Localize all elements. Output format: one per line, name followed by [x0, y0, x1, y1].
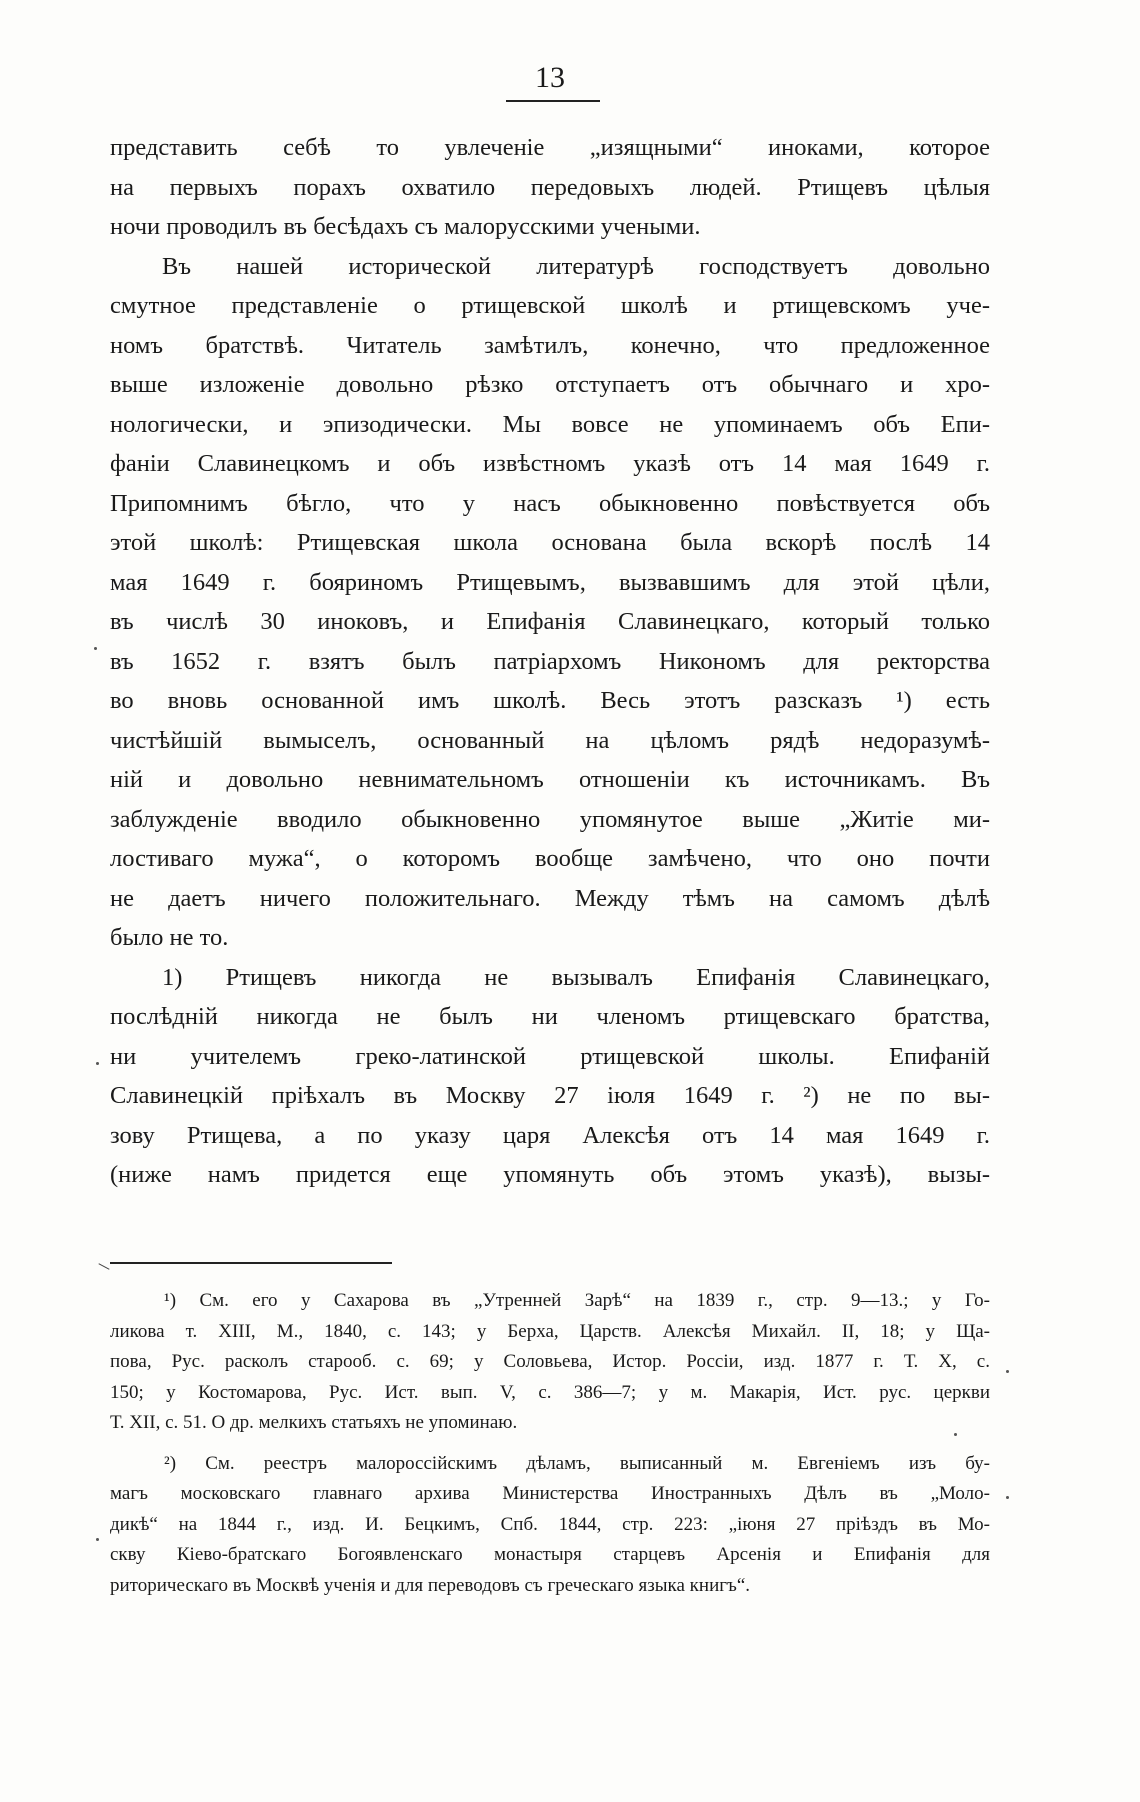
footnote-line: ликова т. XIII, М., 1840, с. 143; у Берха, Царств. Алексѣя Михайл. II, 18; у Ща-: [110, 1320, 990, 1342]
text-line: лостиваго мужа“, о которомъ вообще замѣчено, что оно почти: [110, 845, 990, 872]
margin-speck: [1006, 1370, 1009, 1373]
page-number-underline: [506, 100, 600, 102]
text-line: зову Ртищева, а по указу царя Алексѣя отъ 14 мая 1649 г.: [110, 1121, 990, 1149]
text-line: нологически, и эпизодически. Мы вовсе не упоминаемъ объ Епи-: [110, 410, 990, 438]
text-line: выше изложеніе довольно рѣзко отступаетъ отъ обычнаго и хро-: [110, 371, 990, 398]
text-line: смутное представленіе о ртищевской школѣ и ртищевскомъ уче-: [110, 292, 990, 319]
margin-speck: [96, 1062, 99, 1065]
footnote-line: ²) См. реестръ малороссійскимъ дѣламъ, выписанный м. Евгеніемъ изъ бу-: [164, 1452, 990, 1474]
body-text: [110, 128, 990, 1195]
text-line: въ 1652 г. взятъ былъ патріархомъ Никономъ для ректорства: [110, 647, 990, 675]
text-line: 1) Ртищевъ никогда не вызывалъ Епифанія Славинецкаго,: [162, 963, 990, 991]
text-line: номъ братствѣ. Читатель замѣтилъ, конечно, что предложенное: [110, 331, 990, 359]
text-line: на первыхъ порахъ охватило передовыхъ людей. Ртищевъ цѣлыя: [110, 173, 990, 201]
text-line: Припомнимъ бѣгло, что у насъ обыкновенно повѣствуется объ: [110, 489, 990, 517]
footnote-line: 150; у Костомарова, Рус. Ист. вып. V, с. 386—7; у м. Макарія, Ист. рус. церкви: [110, 1381, 990, 1403]
text-line: ни учителемъ греко-латинской ртищевской школы. Епифаній: [110, 1042, 990, 1070]
text-line: ній и довольно невнимательномъ отношеніи къ источникамъ. Въ: [110, 766, 990, 793]
margin-mark: [98, 1263, 109, 1270]
text-line: въ числѣ 30 иноковъ, и Епифанія Славинецкаго, который только: [110, 608, 990, 635]
text-line: послѣдній никогда не былъ ни членомъ ртищевскаго братства,: [110, 1003, 990, 1030]
text-line: было не то.: [110, 924, 229, 951]
margin-speck: [1006, 1496, 1009, 1499]
text-line: (ниже намъ придется еще упомянуть объ этомъ указѣ), вызы-: [110, 1161, 990, 1188]
footnote-line: Т. XII, с. 51. О др. мелкихъ статьяхъ не упоминаю.: [110, 1412, 518, 1433]
footnote-line: риторическаго въ Москвѣ ученія и для переводовъ съ греческаго языка книгъ“.: [110, 1574, 751, 1596]
footnote-line: дикѣ“ на 1844 г., изд. И. Бецкимъ, Спб. 1844, стр. 223: „іюня 27 пріѣздъ въ Мо-: [110, 1513, 990, 1535]
page-number: 13: [535, 61, 565, 94]
text-line: Въ нашей исторической литературѣ господствуетъ довольно: [162, 252, 990, 280]
footnote-line: пова, Рус. расколъ старооб. с. 69; у Соловьева, Истор. Россіи, изд. 1877 г. Т. X, с.: [110, 1351, 990, 1372]
text-line: во вновь основанной имъ школѣ. Весь этотъ разсказъ ¹) есть: [110, 687, 990, 714]
text-line: представить себѣ то увлеченіе „изящными“ иноками, которое: [110, 134, 990, 161]
text-line: мая 1649 г. бояриномъ Ртищевымъ, вызвавшимъ для этой цѣли,: [110, 568, 990, 596]
text-line: ночи проводилъ въ бесѣдахъ съ малорусскими учеными.: [110, 213, 701, 240]
text-line: не даетъ ничего положительнаго. Между тѣмъ на самомъ дѣлѣ: [110, 884, 990, 912]
margin-speck: [94, 647, 97, 650]
text-line: этой школѣ: Ртищевская школа основана была вскорѣ послѣ 14: [110, 529, 990, 556]
text-line: заблужденіе вводило обыкновенно упомянутое выше „Житіе ми-: [110, 805, 990, 833]
footnote-separator: [110, 1262, 392, 1264]
footnotes: [110, 1286, 990, 1601]
footnote-line: магъ московскаго главнаго архива Министерства Иностранныхъ Дѣлъ въ „Моло-: [110, 1483, 990, 1504]
margin-speck: [954, 1433, 957, 1436]
footnote-line: скву Кіево-братскаго Богоявленскаго монастыря старцевъ Арсенія и Епифанія для: [110, 1544, 990, 1565]
text-line: фаніи Славинецкомъ и объ извѣстномъ указѣ отъ 14 мая 1649 г.: [110, 450, 990, 477]
footnote-line: ¹) См. его у Сахарова въ „Утренней Зарѣ“ на 1839 г., стр. 9—13.; у Го-: [164, 1290, 990, 1311]
text-line: чистѣйшій вымыселъ, основанный на цѣломъ рядѣ недоразумѣ-: [110, 726, 990, 754]
margin-speck: [96, 1538, 99, 1541]
text-line: Славинецкій пріѣхалъ въ Москву 27 іюля 1649 г. ²) не по вы-: [110, 1082, 990, 1109]
